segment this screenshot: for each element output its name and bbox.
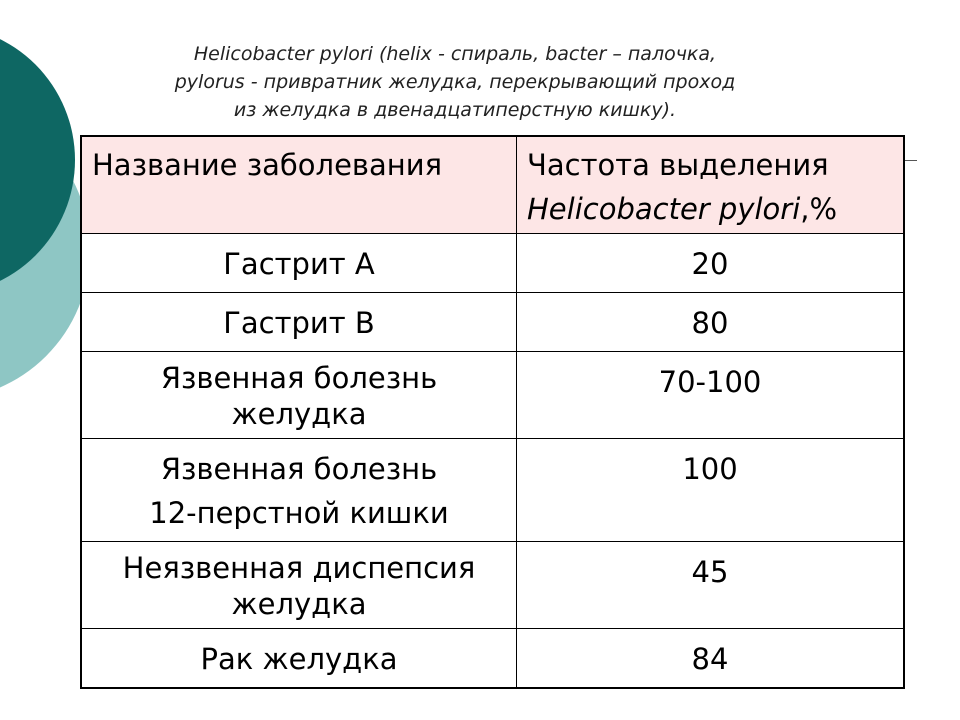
- disease-name-line1: Неязвенная диспепсия: [122, 551, 476, 585]
- frequency-value: 20: [691, 247, 729, 281]
- header-disease-label: Название заболевания: [92, 148, 443, 182]
- disease-cell: [81, 293, 517, 352]
- disease-name: Рак желудка: [200, 642, 398, 676]
- table-row: [81, 293, 904, 352]
- frequency-cell: [517, 439, 905, 542]
- slide-caption: [60, 40, 850, 124]
- table-row: [81, 629, 904, 689]
- frequency-value: 100: [682, 452, 738, 486]
- disease-name-line2: желудка: [231, 397, 367, 431]
- disease-cell: [81, 629, 517, 689]
- disease-cell: [81, 352, 517, 439]
- caption-line-2: pylorus - привратник желудка, перекрывающий проход: [174, 71, 736, 93]
- disease-name: Гастрит В: [223, 306, 375, 340]
- frequency-value: 45: [691, 555, 729, 589]
- disease-name-line2: желудка: [231, 587, 367, 621]
- disease-name: Гастрит А: [223, 247, 375, 281]
- frequency-cell: [517, 234, 905, 293]
- disease-name-line1: Язвенная болезнь: [160, 452, 438, 486]
- header-disease-name: [81, 136, 517, 234]
- decorative-tick: [905, 160, 917, 161]
- caption-line-3: из желудка в двенадцатиперстную кишку).: [233, 99, 677, 121]
- table-row: [81, 439, 904, 542]
- frequency-value: 84: [691, 642, 729, 676]
- header-frequency-organism: Helicobacter pylori: [527, 192, 801, 226]
- disease-name-line2: 12-перстной кишки: [149, 496, 449, 530]
- frequency-cell: [517, 542, 905, 629]
- table-header-row: [81, 136, 904, 234]
- header-frequency-line1: Частота выделения: [527, 148, 829, 182]
- frequency-value: 70-100: [658, 365, 762, 399]
- disease-name-line1: Язвенная болезнь: [160, 361, 438, 395]
- table-row: [81, 234, 904, 293]
- table-row: [81, 542, 904, 629]
- frequency-cell: [517, 352, 905, 439]
- disease-cell: [81, 439, 517, 542]
- header-frequency-unit: ,%: [800, 192, 838, 226]
- table-row: [81, 352, 904, 439]
- frequency-cell: [517, 293, 905, 352]
- header-frequency: [517, 136, 905, 234]
- disease-cell: [81, 542, 517, 629]
- disease-cell: [81, 234, 517, 293]
- frequency-cell: [517, 629, 905, 689]
- disease-frequency-table: [80, 135, 905, 689]
- frequency-value: 80: [691, 306, 729, 340]
- caption-line-1: Helicobacter pylori (helix - спираль, bacter – палочка,: [193, 43, 717, 65]
